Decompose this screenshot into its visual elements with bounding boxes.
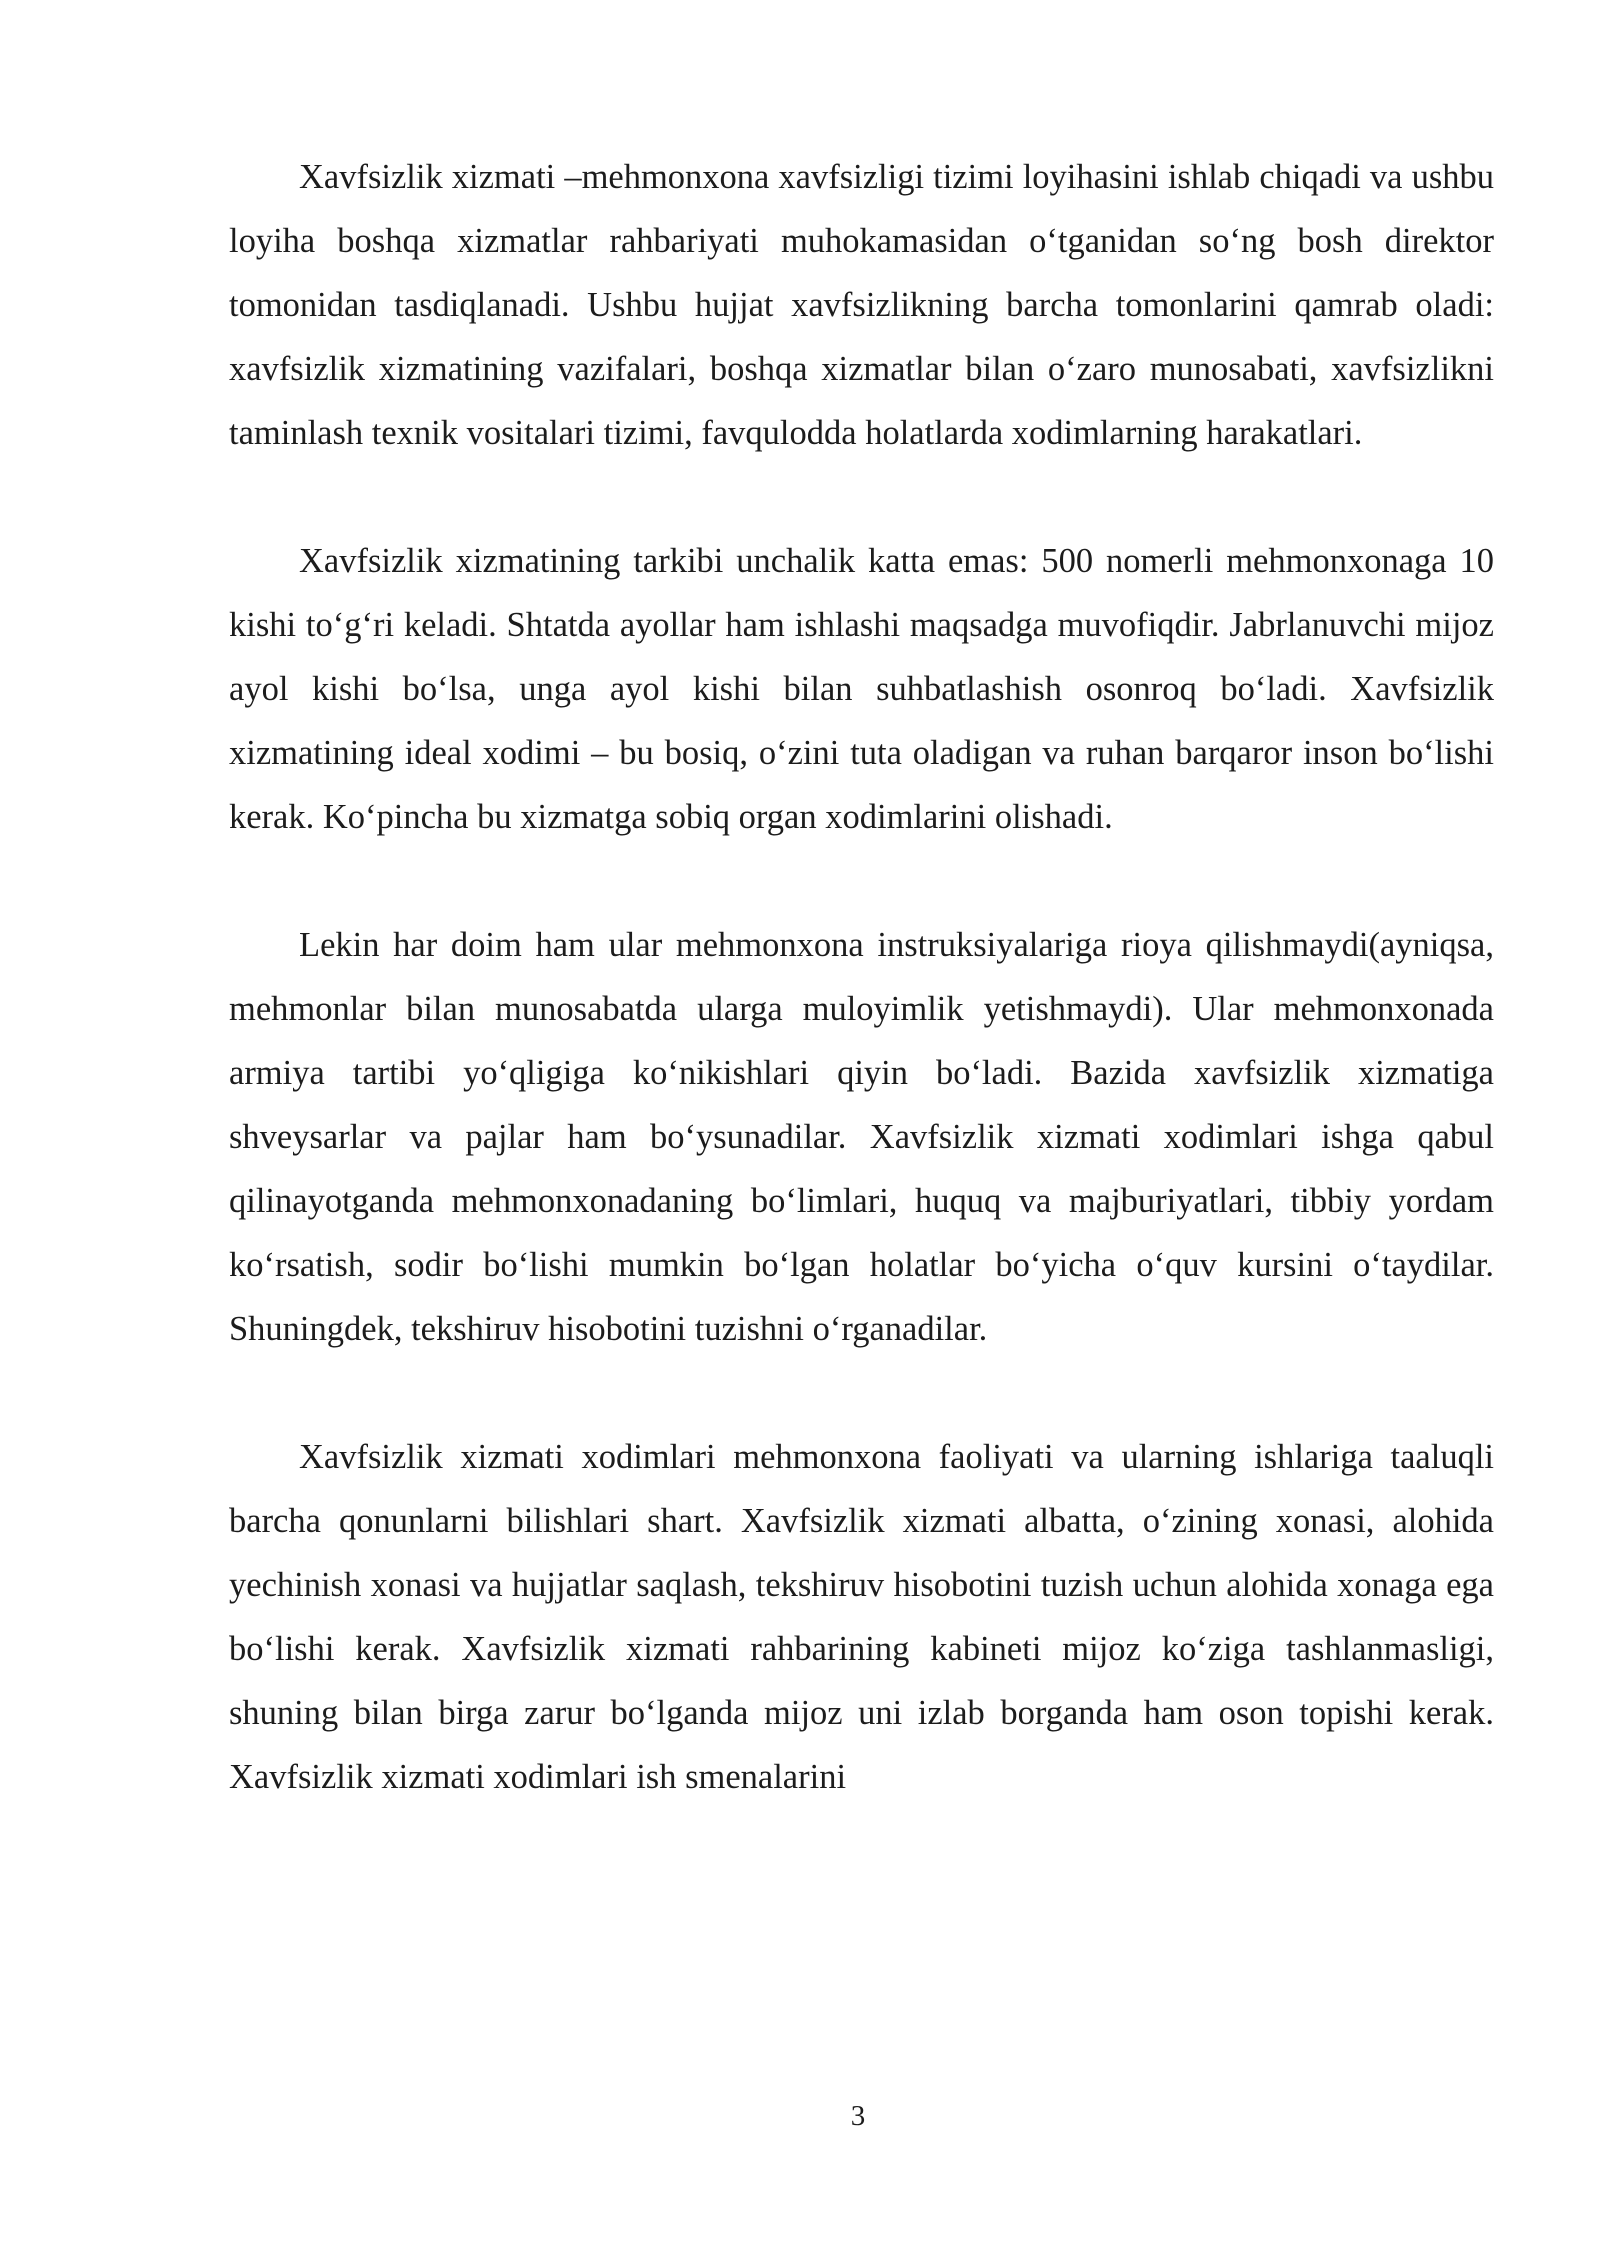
page-number: 3 [850, 2100, 866, 2132]
paragraph-1: Xavfsizlik xizmati –mehmonxona xavfsizligi tizimi loyihasini ishlab chiqadi va ushbu loyiha boshqa xizmatlar rahbariyati muhokamasidan o‘tganidan so‘ng bosh direktor tomonidan tasdiqlanadi. Ushbu hujjat xavfsizlikning barcha tomonlarini qamrab oladi: xavfsizlik xizmatining vazifalari, boshqa xizmatlar bilan o‘zaro munosabati, xavfsizlikni taminlash texnik vositalari tizimi, favqulodda holatlarda xodimlarning harakatlari. [229, 158, 1494, 452]
page-body [229, 145, 1494, 1809]
paragraph-4: Xavfsizlik xizmati xodimlari mehmonxona faoliyati va ularning ishlariga taaluqli barcha qonunlarni bilishlari shart. Xavfsizlik xizmati albatta, o‘zining xonasi, alohida yechinish xonasi va hujjatlar saqlash, tekshiruv hisobotini tuzish uchun alohida xonaga ega bo‘lishi kerak. Xavfsizlik xizmati rahbarining kabineti mijoz ko‘ziga tashlanmasligi, shuning bilan birga zarur bo‘lganda mijoz uni izlab borganda ham oson topishi kerak. Xavfsizlik xizmati xodimlari ish smenalarini [229, 1438, 1494, 1796]
paragraph-3: Lekin har doim ham ular mehmonxona instruksiyalariga rioya qilishmaydi(ayniqsa, mehmonlar bilan munosabatda ularga muloyimlik yetishmaydi). Ular mehmonxonada armiya tartibi yo‘qligiga ko‘nikishlari qiyin bo‘ladi. Bazida xavfsizlik xizmatiga shveysarlar va pajlar ham bo‘ysunadilar. Xavfsizlik xizmati xodimlari ishga qabul qilinayotganda mehmonxonadaning bo‘limlari, huquq va majburiyatlari, tibbiy yordam ko‘rsatish, sodir bo‘lishi mumkin bo‘lgan holatlar bo‘yicha o‘quv kursini o‘taydilar. Shuningdek, tekshiruv hisobotini tuzishni o‘rganadilar. [229, 926, 1494, 1348]
paragraph-2: Xavfsizlik xizmatining tarkibi unchalik katta emas: 500 nomerli mehmonxonaga 10 kishi to‘g‘ri keladi. Shtatda ayollar ham ishlashi maqsadga muvofiqdir. Jabrlanuvchi mijoz ayol kishi bo‘lsa, unga ayol kishi bilan suhbatlashish osonroq bo‘ladi. Xavfsizlik xizmatining ideal xodimi – bu bosiq, o‘zini tuta oladigan va ruhan barqaror inson bo‘lishi kerak. Ko‘pincha bu xizmatga sobiq organ xodimlarini olishadi. [229, 542, 1494, 836]
